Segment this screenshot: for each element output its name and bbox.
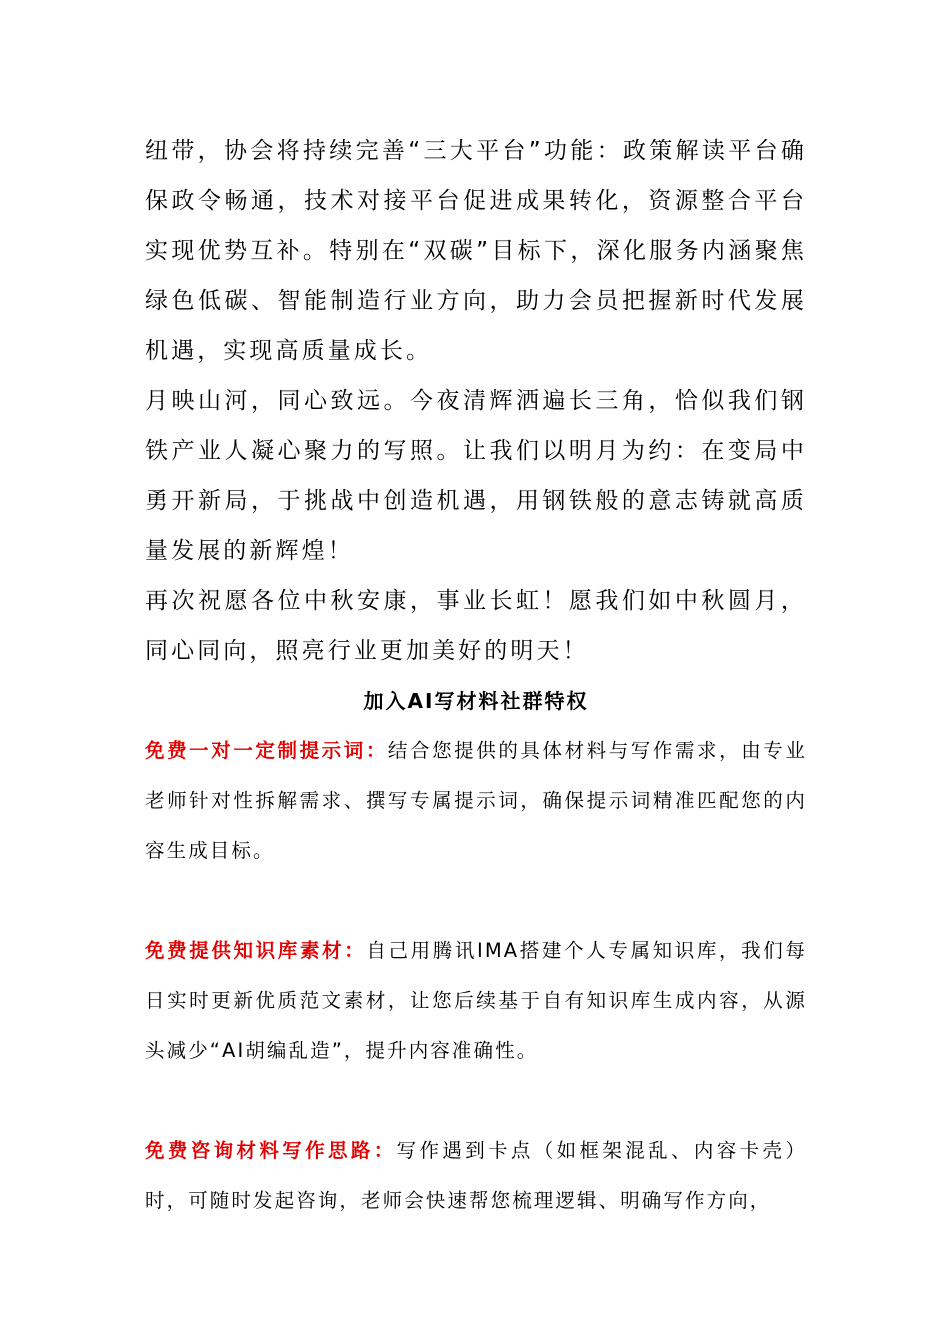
- perk-writing-consult: [145, 1126, 807, 1226]
- body-paragraph-2: 月映山河，同心致远。今夜清辉洒遍长三角，恰似我们钢铁产业人凝心聚力的写照。让我们以明月为约：在变局中勇开新局，于挑战中创造机遇，用钢铁般的意志铸就高质量发展的新辉煌！: [145, 388, 807, 564]
- body-paragraph-3: 再次祝愿各位中秋安康，事业长虹！愿我们如中秋圆月，同心同向，照亮行业更加美好的明天！: [145, 588, 807, 664]
- body-paragraph-1: 纽带，协会将持续完善“三大平台”功能：政策解读平台确保政令畅通，技术对接平台促进成果转化，资源整合平台实现优势互补。特别在“双碳”目标下，深化服务内涵聚焦绿色低碳、智能制造行业方向，助力会员把握新时代发展机遇，实现高质量成长。: [145, 138, 807, 364]
- perk-knowledge-base: [145, 926, 807, 1076]
- perk-text: 自己用腾讯IMA搭建个人专属知识库，我们每日实时更新优质范文素材，让您后续基于自有知识库生成内容，从源头减少“AI胡编乱造”，提升内容准确性。: [145, 939, 807, 1062]
- perk-label: 免费一对一定制提示词：: [145, 739, 388, 762]
- perk-text: 写作遇到卡点（如框架混乱、内容卡壳）时，可随时发起咨询，老师会快速帮您梳理逻辑、明确写作方向，: [145, 1139, 807, 1212]
- community-heading: 加入AI写材料社群特权: [363, 689, 589, 713]
- perk-custom-prompts: [145, 726, 807, 876]
- perk-label: 免费咨询材料写作思路：: [145, 1139, 397, 1162]
- perk-label: 免费提供知识库素材：: [145, 939, 367, 962]
- document-page: [145, 126, 807, 1226]
- perk-text: 结合您提供的具体材料与写作需求，由专业老师针对性拆解需求、撰写专属提示词，确保提示词精准匹配您的内容生成目标。: [145, 739, 807, 862]
